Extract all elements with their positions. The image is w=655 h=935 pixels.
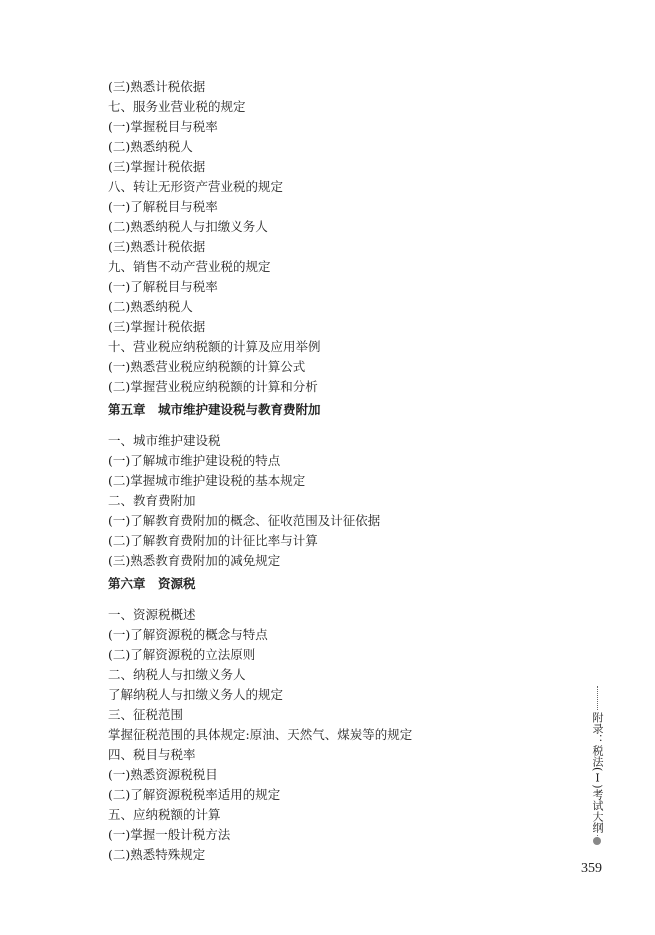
syllabus-line: 二、纳税人与扣缴义务人 xyxy=(108,667,246,682)
syllabus-line: 七、服务业营业税的规定 xyxy=(108,99,246,114)
syllabus-line: (一)了解城市维护建设税的特点 xyxy=(108,453,281,468)
syllabus-line: (三)熟悉计税依据 xyxy=(108,239,206,254)
syllabus-line: 三、征税范围 xyxy=(108,707,184,722)
syllabus-line: (二)了解资源税的立法原则 xyxy=(108,647,256,662)
syllabus-line: (一)了解税目与税率 xyxy=(108,199,218,214)
side-tab xyxy=(588,686,608,848)
syllabus-line: (二)了解资源税税率适用的规定 xyxy=(108,787,281,802)
syllabus-line: (一)掌握一般计税方法 xyxy=(108,827,231,842)
syllabus-line: (一)了解税目与税率 xyxy=(108,279,218,294)
syllabus-line: 五、应纳税额的计算 xyxy=(108,807,221,822)
bullet-dot-icon xyxy=(593,837,601,845)
syllabus-line: (三)熟悉计税依据 xyxy=(108,79,206,94)
syllabus-line: 了解纳税人与扣缴义务人的规定 xyxy=(108,687,284,702)
syllabus-line: (一)熟悉营业税应纳税额的计算公式 xyxy=(108,359,306,374)
page-number: 359 xyxy=(581,861,602,876)
side-tab-label: 附录：税法(Ⅰ)考试大纲 xyxy=(591,712,604,833)
chapter-heading: 第五章 城市维护建设税与教育费附加 xyxy=(108,402,321,417)
syllabus-line: (二)熟悉特殊规定 xyxy=(108,847,206,862)
syllabus-line: (三)掌握计税依据 xyxy=(108,159,206,174)
syllabus-line: (一)了解教育费附加的概念、征收范围及计征依据 xyxy=(108,513,381,528)
syllabus-line: (二)了解教育费附加的计征比率与计算 xyxy=(108,533,318,548)
syllabus-line: (二)掌握营业税应纳税额的计算和分析 xyxy=(108,379,318,394)
syllabus-line: (二)熟悉纳税人与扣缴义务人 xyxy=(108,219,268,234)
syllabus-line: (一)熟悉资源税税目 xyxy=(108,767,218,782)
syllabus-line: (二)熟悉纳税人 xyxy=(108,299,193,314)
syllabus-line: (二)熟悉纳税人 xyxy=(108,139,193,154)
syllabus-line: (一)了解资源税的概念与特点 xyxy=(108,627,268,642)
syllabus-line: 掌握征税范围的具体规定:原油、天然气、煤炭等的规定 xyxy=(108,727,413,742)
syllabus-line: 二、教育费附加 xyxy=(108,493,196,508)
syllabus-line: 十、营业税应纳税额的计算及应用举例 xyxy=(108,339,321,354)
syllabus-line: (三)掌握计税依据 xyxy=(108,319,206,334)
syllabus-line: 九、销售不动产营业税的规定 xyxy=(108,259,271,274)
syllabus-line: (二)掌握城市维护建设税的基本规定 xyxy=(108,473,306,488)
chapter-heading: 第六章 资源税 xyxy=(108,576,196,591)
syllabus-line: (一)掌握税目与税率 xyxy=(108,119,218,134)
syllabus-line: (三)熟悉教育费附加的减免规定 xyxy=(108,553,281,568)
syllabus-line: 四、税目与税率 xyxy=(108,747,196,762)
syllabus-content xyxy=(108,77,548,865)
syllabus-line: 一、资源税概述 xyxy=(108,607,196,622)
syllabus-line: 一、城市维护建设税 xyxy=(108,433,221,448)
syllabus-line: 八、转让无形资产营业税的规定 xyxy=(108,179,284,194)
